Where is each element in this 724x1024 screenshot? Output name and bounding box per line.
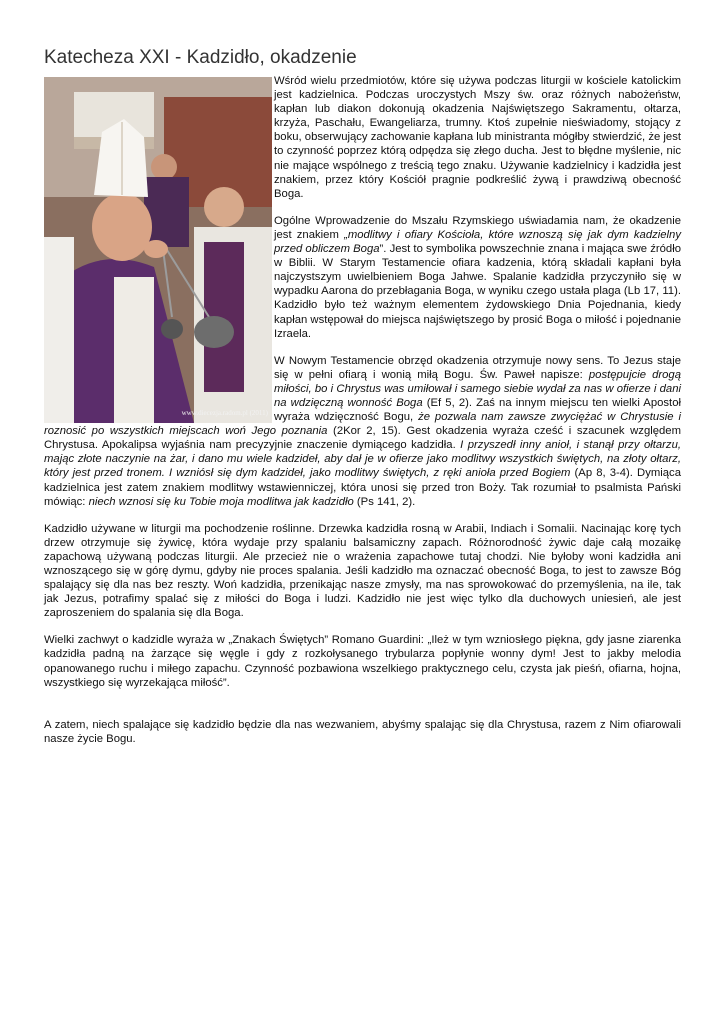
article-body xyxy=(44,74,681,759)
page-title: Katecheza XXI - Kadzidło, okadzenie xyxy=(44,47,357,68)
italic-quote: postępujcie drogą miłości, bo i Chrystus was umiłował i samego siebie wydał za nas w ofierze i dani na wdzięczną wonność Boga xyxy=(274,368,681,409)
photo-illustration xyxy=(44,77,272,423)
text-run: (Ef 5, 2). Zaś na innym miejscu ten wielki Apostoł wyraża wdzięczność Bogu, xyxy=(274,396,681,424)
text-run: (2Kor 2, 15). Gest okadzenia wyraża cześć i szacunek względem Chrystusa. Apokalipsa wyjaśnia nam precyzyjnie znaczenie dymiącego kadzidła. xyxy=(44,425,682,452)
italic-quote: I przyszedł inny anioł, i stanął przy ołtarzu, mając złote naczynie na żar, i dano mu wiele kadzideł, aby dał je w ofierze jako modlitwy wszystkich świętych, na złoty ołtarz, który jest przed tronem. I wzniósł się dym kadzideł, jako modlitwy świętych, z ręki anioła przed Bogiem xyxy=(44,439,681,480)
italic-quote: niech wznosi się ku Tobie moja modlitwa jak kadzidło xyxy=(88,495,354,508)
italic-quote: „modlitwy i ofiary Kościoła, które wznoszą się jak dym kadzielny przed obliczem Boga xyxy=(274,228,681,256)
text-run: W Nowym Testamencie obrzęd okadzenia otrzymuje nowy sens. To Jezus staje się w pełni ofiarą i wonią miłą Bogu. Św. Paweł napisze: xyxy=(274,354,681,381)
text-run: Kadzidło używane w liturgii ma pochodzenie roślinne. Drzewka kadzidła rosną w Arabii, Indiach i Somalii. Nacinając korę tych drzew otrzymuje się żywicę, która wydaje przy spalaniu balsamiczny zapach. Różnorodność żywic daje całą mozaikę zapachową używaną podczas liturgii. Ale przecież nie o wrażenia zapachowe tutaj chodzi. Nie byłoby woni kadzidła ani wznoszącego się w górę dymu, gdyby nie proces spalania. Jeśli kadzidło ma oznaczać obecność Boga, to jest to zawsze Bóg spalający się dla nas bez reszty. Woń kadzidła, przenikając nasze zmysły, ma nas sprowokować do przemyślenia, na ile, tak jak Jezus, potrafimy spalać się z miłości do Boga i ludzi. Kadzidło nie jest więc tylko dla duchowych uniesień, ale jest zaproszeniem do spalania się dla Boga. xyxy=(44,522,681,620)
paragraph xyxy=(44,718,681,746)
text-run: Wśród wielu przedmiotów, które się używa podczas liturgii w kościele katolickim jest kadzielnica. Podczas uroczystych Mszy św. oraz różnych nabożeństw, kapłan lub diakon dokonują okadzenia Najświętszego Sakramentu, ołtarza, krzyża, Paschału, Ewangeliarza, trumny. Ktoś zupełnie nieświadomy, stojący z boku, obserwujący zachowanie kapłana lub ministranta mógłby stwierdzić, że jest to czynność poprzez którą odpędza się złego ducha. Jest to błędne myślenie, nic nie mające wspólnego z treścią tego znaku. Używanie kadzielnicy i kadzidła jest znakiem, przez który Kościół pragnie podkreślić żywą i prawdziwą obecność Boga. xyxy=(274,75,681,200)
article-photo xyxy=(44,77,272,423)
paragraph xyxy=(44,633,681,689)
text-run: A zatem, niech spalające się kadzidło będzie dla nas wezwaniem, abyśmy spalając się dla Chrystusa, razem z Nim ofiarowali nasze życie Bogu. xyxy=(44,718,681,745)
text-run: Wielki zachwyt o kadzidle wyraża w „Znakach Świętych” Romano Guardini: „Ileż w tym wzniosłego piękna, gdy jasne ziarenka kadzidła padną na żarzące się węgle i gdy z rozkołysanego trybularza popłynie wonny dym! Jest to jakby melodia opanowanego ruchu i miłego zapachu. Czynność pozbawiona wszelkiego praktycznego celu, czysta jak pieśń, ofiarna, hojna, wszystkiego się wyrzekająca miłość”. xyxy=(44,634,681,689)
text-run: (Ap 8, 3-4). Dymiąca kadzielnica jest zatem znakiem modlitwy wstawienniczej, która unosi się przed tron Boży. Tak rozumiał to psalmista Pański mówiąc: xyxy=(44,467,681,508)
text-run: ”. Jest to symbolika powszechnie znana i mająca swe źródło w Biblii. W Starym Testamencie ofiara kadzenia, którą składali kapłani była najczystszym uwielbieniem Boga Jahwe. Spalanie kadzidła przyczyniło się w wypadku Aarona do przebłagania Boga, w wyniku czego ustała plaga (Lb 17, 11). Kadzidło było też ważnym elementem żydowskiego Dnia Pojednania, kiedy kapłan wstępował do miejsca najświętszego by prosić Boga o miłość i pojednanie Izraela. xyxy=(274,243,681,340)
text-run: Ogólne Wprowadzenie do Mszału Rzymskiego uświadamia nam, że okadzenie jest znakiem xyxy=(274,214,681,241)
text-run: (Ps 141, 2). xyxy=(353,495,416,508)
italic-quote: że pozwala nam zawsze zwyciężać w Chrystusie i roznosić po wszystkich miejscach woń Jego poznania xyxy=(44,411,681,438)
photo-credit: www.diecezja.radom.pl (2011) xyxy=(181,408,268,417)
paragraph xyxy=(44,522,681,621)
